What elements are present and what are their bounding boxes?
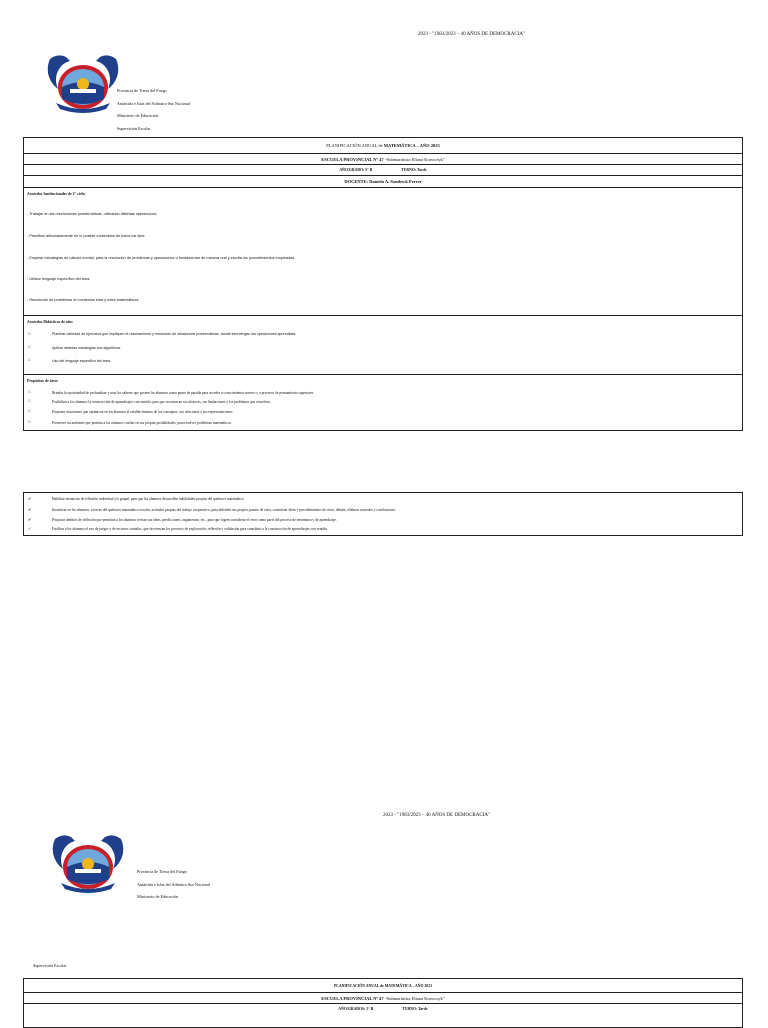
square-bullet-icon: □ [28, 357, 31, 362]
school-row [24, 993, 742, 1004]
square-bullet-icon: □ [28, 398, 31, 403]
proposito-item: Facilitar a los alumnos el uso de juegos y de recursos variados, que favorezcan los procesos de exploración, reflexión y validación para contribuir a la construcción de aprendizajes con sentido. [52, 527, 329, 531]
checkmark-icon: ✔ [28, 507, 32, 512]
planning-title-row [24, 979, 742, 993]
provincial-coat-of-arms-logo [40, 53, 126, 115]
school-row [24, 154, 742, 165]
propositos-continuation-box [23, 492, 743, 536]
proposito-item: Brindar la oportunidad de profundizar y usar los saberes que poseen los alumnos como punto de partida para acceder a conocimientos nuevos y a procesos de pensamiento superiores. [52, 391, 315, 395]
page1-planning-table [23, 137, 743, 431]
planning-title: PLANIFICACIÓN ANUAL de MATEMÁTICA – AÑO 2023 [333, 984, 433, 988]
school-label: ESCUELA PROVINCIAL Nº 47 [321, 996, 384, 1001]
office-line: Antártida e Islas del Atlántico Sur Nacional [137, 881, 211, 887]
acuerdos-institucionales-title: Acuerdos Institucionales de 2° ciclo: [27, 192, 86, 196]
planning-subject: MATEMÁTICA – AÑO 2023 [383, 143, 440, 148]
acuerdo-item: - Planificar articuladamente en lo posible contenidos de todos los ejes. [27, 234, 146, 238]
school-name: “Submarinista Eliana Krawczyk” [384, 996, 445, 1001]
turno-label: TURNO: Tarde [402, 1007, 428, 1011]
propositos-section [24, 379, 742, 442]
grade-row [24, 165, 742, 176]
grade-label: AÑO/GRADOS: 5° B [338, 1007, 374, 1011]
acuerdo-didactico-item: Plantear variedad de ejercicios que impliquen el razonamiento y resolución de situaciones problemáticas, donde intervengan las operaciones aprendidas. [52, 332, 297, 336]
checkmark-icon: ✔ [28, 496, 32, 501]
proposito-item: Proponer situaciones que optimicen en los alumnos el establecimiento de los conceptos, sus relaciones y sus representaciones. [52, 410, 234, 414]
office-line: Ministerio de Educación [117, 113, 159, 118]
office-line: Antártida e Islas del Atlántico Sur Nacional [117, 100, 191, 106]
office-line: Provincia de Tierra del Fuego [117, 88, 167, 93]
office-line: Ministerio de Educación [137, 894, 179, 899]
proposito-item: Posibilitar a los alumnos la construcción de aprendizajes con sentido, para que reconozcan sus alcances, sus limitaciones y los problemas que resuelven. [52, 400, 271, 404]
proposito-item: Habilitar instancias de reflexión individual y/o grupal, para que los alumnos desarrollen habilidades propias del quehacer matemático. [52, 497, 245, 501]
square-bullet-icon: □ [28, 419, 31, 424]
square-bullet-icon: □ [28, 408, 31, 413]
page1-top-line: 2023 - "1983/2023 – 40 AÑOS DE DEMOCRACIA" [418, 32, 526, 37]
acuerdos-didacticos-title: Acuerdos Didácticos de año: [27, 320, 74, 324]
turno-label: TURNO: Tarde [401, 168, 427, 172]
planning-title-row [24, 138, 742, 154]
proposito-item: Promover un ambiente que permita a los alumnos confiar en sus propias posibilidades, para resolver problemas matemáticos. [52, 421, 232, 425]
checkmark-icon: ✓ [28, 526, 32, 531]
square-bullet-icon: □ [28, 389, 31, 394]
page2-office-block [137, 866, 210, 904]
page2-supervision: Supervisión Escolar [33, 963, 67, 968]
propositos-title: Propósitos de área: [27, 379, 59, 383]
office-line: Provincia de Tierra del Fuego [137, 869, 187, 874]
acuerdo-didactico-item: Uso del lenguaje específico del área. [52, 359, 111, 363]
grade-label: AÑO/GRADO: 5° B [339, 168, 373, 172]
acuerdo-item: - Resolución de problemas en contextos intra y extra matemáticos. [27, 298, 140, 302]
docente-label: DOCENTE: Daniela A. Sombeck Ferrer [344, 179, 422, 184]
page2-planning-table [23, 978, 743, 1028]
acuerdo-item: - Utilizar lenguaje específico del área. [27, 277, 91, 281]
docente-row [24, 176, 742, 188]
office-line: Supervisión Escolar [117, 125, 151, 131]
acuerdo-item: - Emplear estrategias de cálculo mental, para la resolución de problemas y operaciones o fundamentar de manera oral y escrita los procedimientos empleados. [27, 256, 296, 260]
square-bullet-icon: □ [28, 344, 31, 349]
school-label: ESCUELA PROVINCIAL Nº 47 [321, 157, 384, 162]
checkmark-icon: ✔ [28, 517, 32, 522]
square-bullet-icon: □ [28, 331, 31, 336]
acuerdo-didactico-item: Aplicar distintas estrategias con algoritmos. [52, 346, 122, 350]
acuerdos-didacticos-section [24, 320, 742, 375]
acuerdos-institucionales-section [24, 192, 742, 316]
proposito-item: Incentivar en los alumnos, a través del quehacer matemático escolar, actitudes propias del trabajo cooperativo, para defender sus propios puntos de vista, considerar ideas y procedimientos de otros, debatir, elaborar acuerdos y conclusiones. [52, 508, 396, 512]
grade-row [24, 1004, 742, 1015]
school-name: “Submarinista Eliana Krawczyk” [384, 157, 445, 162]
proposito-item: Propiciar ámbitos de reflexión que permitan a los alumnos revisar sus ideas, predicciones, argumentos, etc., para que logren considerar el error como parte del proceso de enseñanza y de aprendizaje. [52, 518, 337, 522]
planning-prefix: PLANIFICACIÓN ANUAL de [326, 143, 383, 148]
page1-office-block [117, 85, 190, 135]
provincial-coat-of-arms-logo [45, 833, 131, 895]
acuerdo-item: - Trabajar en las resoluciones problemáticas, utilizando distintas operaciones. [27, 212, 158, 216]
page2-top-line: 2023 - "1983/2023 – 40 AÑOS DE DEMOCRACIA" [383, 813, 491, 818]
